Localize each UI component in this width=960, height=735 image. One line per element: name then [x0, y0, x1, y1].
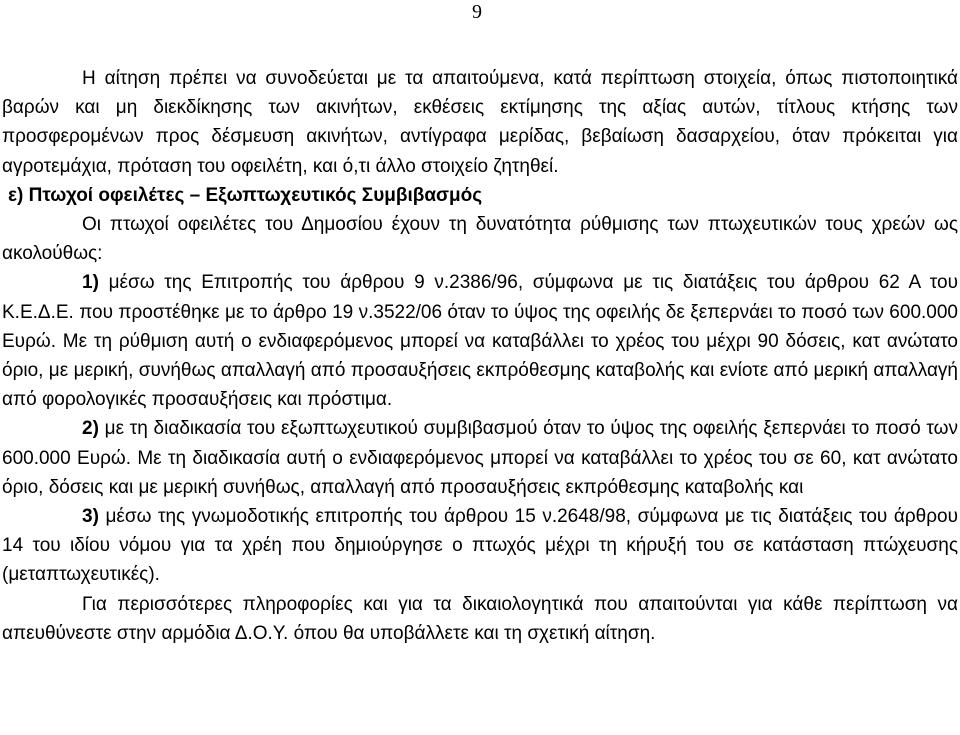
document-body — [2, 64, 958, 648]
paragraph-debtor-options: Οι πτωχοί οφειλέτες του Δημοσίου έχουν τη δυνατότητα ρύθμισης των πτωχευτικών τους χρεών ως ακολούθως: — [2, 214, 958, 265]
paragraph-application-requirements: Η αίτηση πρέπει να συνοδεύεται με τα απαιτούμενα, κατά περίπτωση στοιχεία, όπως πιστοποιητικά βαρών και μη διεκδίκησης των ακινήτων, εκθέσεις εκτίμησης της αξίας αυτών, τίτλους κτήσης των προσφερομένων προς δέσμευση ακινήτων, αντίγραφα μερίδας, βεβαίωση δασαρχείου, όταν πρόκειται για αγροτεμάχια, πρόταση του οφειλέτη, και ό,τι άλλο στοιχείο ζητηθεί. — [2, 68, 958, 177]
list-item-3-number: 3) — [82, 506, 99, 528]
section-heading: ε) Πτωχοί οφειλέτες – Εξωπτωχευτικός Συμβιβασμός — [8, 184, 483, 206]
page-number: 9 — [472, 1, 482, 23]
list-item-1-text: μέσω της Επιτροπής του άρθρου 9 ν.2386/96, σύμφωνα με τις διατάξεις του άρθρου 62 Α του Κ.Ε.Δ.Ε. που προστέθηκε με το άρθρο 19 ν.3522/06 όταν το ύψος της οφειλής δε ξεπερνάει το ποσό των 600.000 Ευρώ. Με τη ρύθμιση αυτή ο ενδιαφερόμενος μπορεί να καταβάλλει το χρέος του μέχρι 90 δόσεις, κατ ανώτατο όριο, με μερική, συνήθως απαλλαγή από προσαυξήσεις εκπρόθεσμης καταβολής και ενίοτε από μερική απαλλαγή από φορολογικές προσαυξήσεις και πρόστιμα. — [2, 272, 958, 411]
list-item-3-text: μέσω της γνωμοδοτικής επιτροπής του άρθρου 15 ν.2648/98, σύμφωνα με τις διατάξεις του άρθρου 14 του ιδίου νόμου για τα χρέη που δημιούργησε ο πτωχός μέχρι τη κήρυξή του σε κατάσταση πτώχευσης (μεταπτωχευτικές). — [2, 506, 958, 586]
list-item-1 — [2, 268, 958, 414]
list-item-1-number: 1) — [82, 272, 99, 294]
list-item-3 — [2, 502, 958, 590]
list-item-2-number: 2) — [82, 418, 99, 440]
paragraph-more-info: Για περισσότερες πληροφορίες και για τα δικαιολογητικά που απαιτούνται για κάθε περίπτωση να απευθύνεστε στην αρμόδια Δ.Ο.Υ. όπου θα υποβάλλετε και τη σχετική αίτηση. — [2, 593, 958, 644]
list-item-2-text: με τη διαδικασία του εξωπτωχευτικού συμβιβασμού όταν το ύψος της οφειλής ξεπερνάει το ποσό των 600.000 Ευρώ. Με τη διαδικασία αυτή ο ενδιαφερόμενος μπορεί να καταβάλλει το χρέος του σε 60, κατ ανώτατο όριο, δόσεις και με μερική συνήθως, απαλλαγή από προσαυξήσεις εκπρόθεσμης καταβολής και — [2, 418, 958, 498]
list-item-2 — [2, 414, 958, 502]
